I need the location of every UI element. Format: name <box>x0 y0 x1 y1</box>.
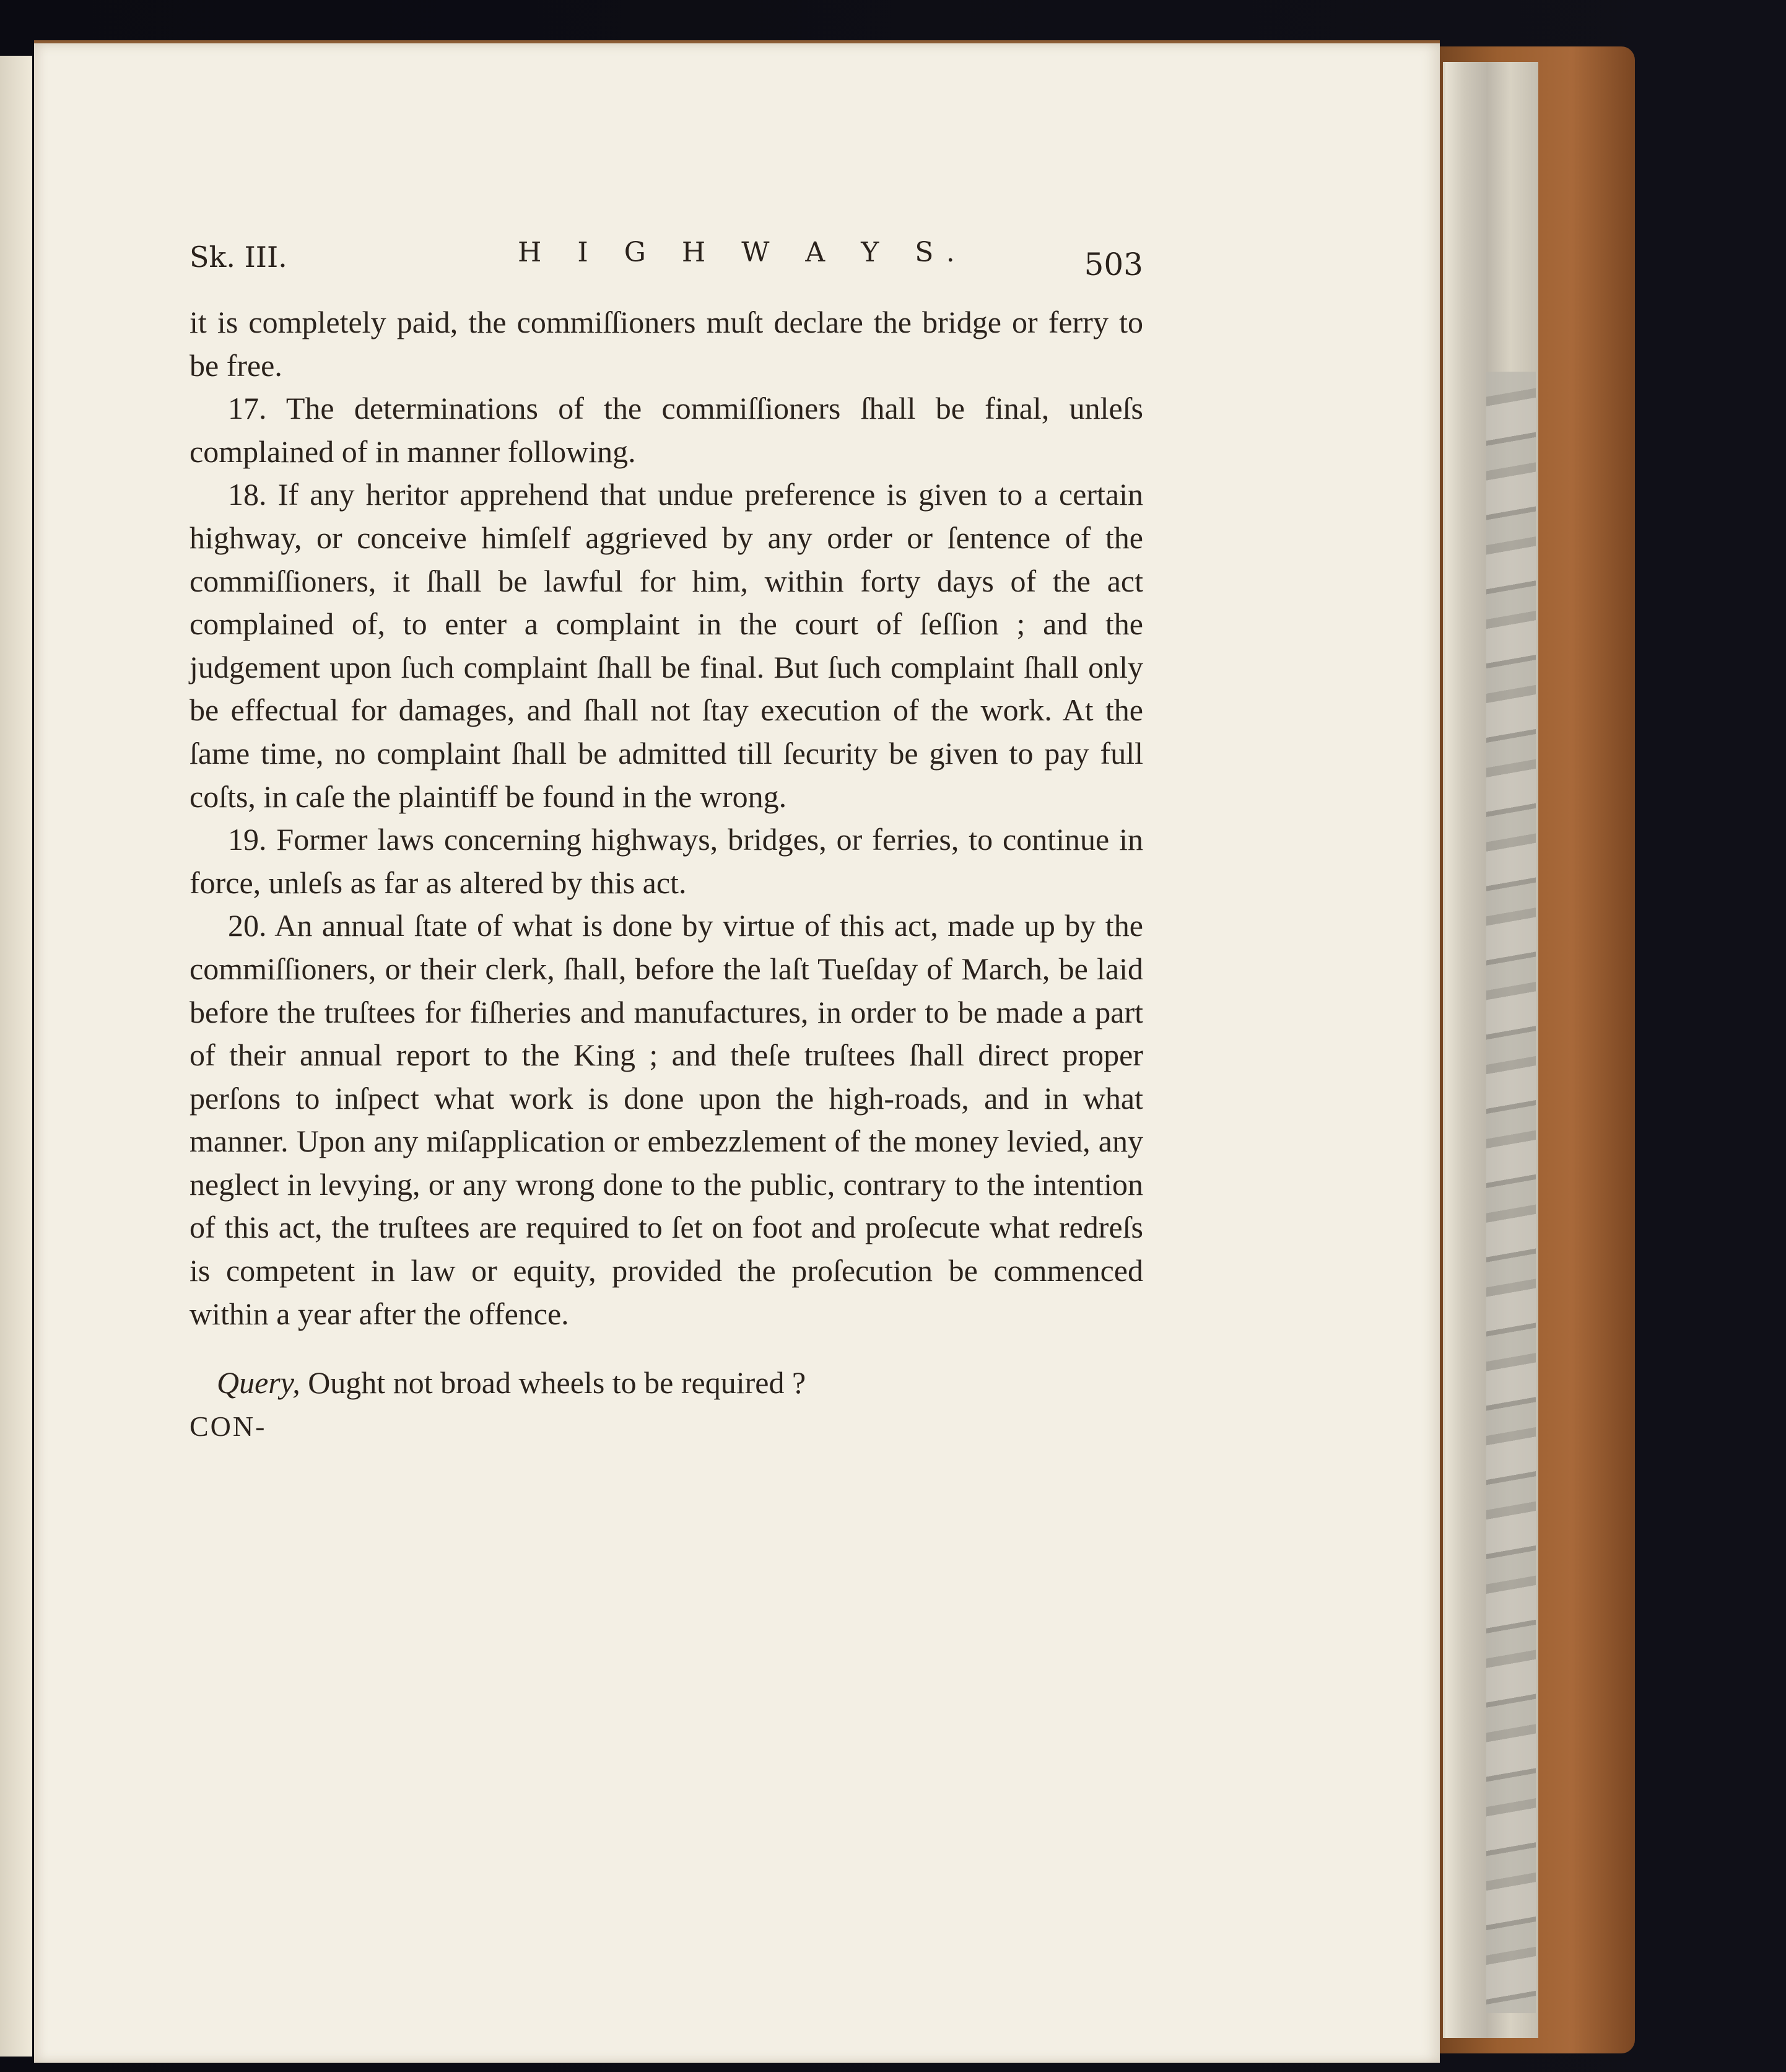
paragraph-19: 19. Former laws concerning highways, bridges, or ferries, to continue in force, unleſs as far as altered by this act. <box>189 822 1143 900</box>
query-line <box>189 1362 1143 1405</box>
body-text <box>189 301 1143 1448</box>
marbled-edge <box>1486 372 1536 2013</box>
continued-paragraph: it is completely paid, the commiſſioners muſt declare the bridge or ferry to be free. <box>189 305 1143 383</box>
catchword: CON- <box>189 1410 267 1442</box>
page-number: 503 <box>1084 247 1143 282</box>
query-text: Ought not broad wheels to be required ? <box>300 1365 806 1401</box>
paragraph-20: 20. An annual ſtate of what is done by virtue of this act, made up by the commiſſioners, or their clerk, ſhall, before the laſt Tueſday of March, be laid before the truſtees for fiſheries and manufactures, in order to be made a part of their annual report to the King ; and theſe truſtees ſhall direct proper perſons to inſpect what work is done upon the high-roads, and in what manner. Upon any miſapplication or embezzlement of the money levied, any neglect in levying, or any wrong done to the public, contrary to the intention of this act, the truſtees are required to ſet on foot and proſecute what redreſs is competent in law or equity, provided the proſecution be commenced within a year after the offence. <box>189 908 1143 1331</box>
query-label: Query, <box>217 1365 300 1401</box>
section-label: Sk. III. <box>189 240 287 274</box>
running-header <box>189 237 1143 284</box>
paragraph-18: 18. If any heritor apprehend that undue preference is given to a certain highway, or conceive himſelf aggrieved by any order or ſentence of the commiſſioners, it ſhall be lawful for him, within forty days of the act complained of, to enter a complaint in the court of ſeſſion ; and the judgement upon ſuch complaint ſhall be final. But ſuch complaint ſhall only be effectual for damages, and ſhall not ſtay execution of the work. At the ſame time, no complaint ſhall be admitted till ſecurity be given to pay full coſts, in caſe the plaintiff be found in the wrong. <box>189 477 1143 814</box>
facing-page-edge <box>0 56 32 2057</box>
paragraph-17: 17. The determinations of the commiſſioners ſhall be final, unleſs complained of in manner following. <box>189 391 1143 469</box>
spacer <box>189 1335 1143 1362</box>
running-title: H I G H W A Y S. <box>518 237 969 268</box>
